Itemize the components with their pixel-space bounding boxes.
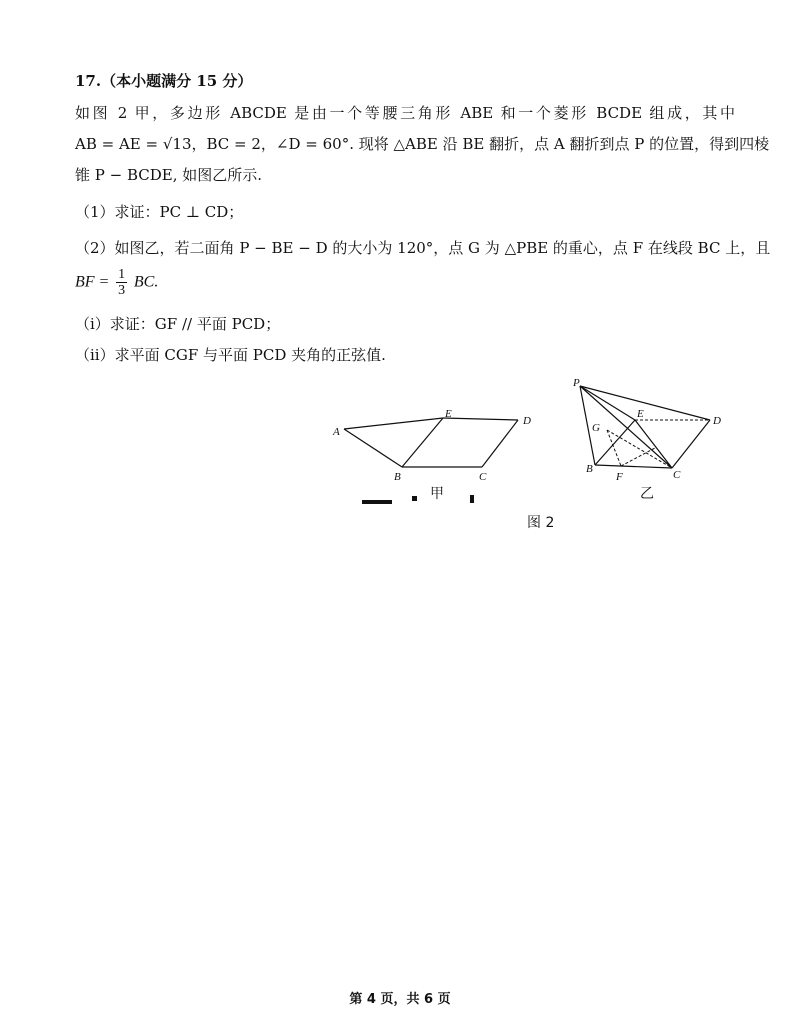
hidden-edge-GC xyxy=(607,430,672,468)
part-1: （1）求证：PC ⊥ CD； xyxy=(75,203,244,221)
label-B: B xyxy=(586,463,593,475)
figure-right-pyramid xyxy=(565,375,735,485)
problem-points: （本小题满分 15 分） xyxy=(101,72,253,90)
edge-ED xyxy=(443,418,518,420)
scan-mark xyxy=(412,496,417,501)
label-C: C xyxy=(479,471,487,483)
problem-line-3: 锥 P − BCDE, 如图乙所示. xyxy=(75,166,263,184)
edge-EC xyxy=(635,420,672,468)
label-B: B xyxy=(394,471,401,483)
problem-line-1: 如图 2 甲，多边形 ABCDE 是由一个等腰三角形 ABE 和一个菱形 BCDE 组成，其中 xyxy=(75,104,735,122)
label-A: A xyxy=(333,426,340,438)
edge-BC xyxy=(595,465,672,468)
label-C: C xyxy=(673,469,681,481)
caption-right: 乙 xyxy=(640,486,654,502)
scan-mark xyxy=(470,495,474,503)
edge-AE xyxy=(344,418,443,429)
label-P: P xyxy=(573,377,580,389)
part-2-formula xyxy=(75,267,158,298)
label-E: E xyxy=(445,408,452,420)
fraction-numerator: 1 xyxy=(118,267,126,282)
formula-lhs: BF = xyxy=(75,273,110,291)
edge-CD xyxy=(482,420,518,467)
problem-header xyxy=(75,70,252,92)
hidden-edge-FC xyxy=(621,448,655,466)
part-2: （2）如图乙，若二面角 P − BE − D 的大小为 120°，点 G 为 △PBE 的重心，点 F 在线段 BC 上，且 xyxy=(75,239,771,257)
edge-BE xyxy=(402,418,443,467)
label-G: G xyxy=(592,422,600,434)
edge-CD xyxy=(672,420,710,468)
problem-line-2: AB = AE = √13，BC = 2，∠D = 60°. 现将 △ABE 沿 BE 翻折，点 A 翻折到点 P 的位置，得到四棱 xyxy=(75,135,770,153)
sub-question-ii: （ii）求平面 CGF 与平面 PCD 夹角的正弦值. xyxy=(75,346,386,364)
sub-question-i: （i）求证：GF // 平面 PCD； xyxy=(75,315,281,333)
label-E: E xyxy=(637,408,644,420)
edge-AB xyxy=(344,429,402,467)
edge-PE xyxy=(580,386,635,420)
figure-left-polygon xyxy=(330,405,540,485)
label-D: D xyxy=(713,415,721,427)
caption-figure-2: 图 2 xyxy=(527,515,555,531)
formula-rhs: BC. xyxy=(133,273,159,291)
hidden-edge-GF xyxy=(607,430,621,466)
label-D: D xyxy=(523,415,531,427)
page-footer: 第 4 页，共 6 页 xyxy=(349,992,451,1007)
fraction-one-third xyxy=(116,267,127,298)
label-F: F xyxy=(616,471,623,483)
scan-mark xyxy=(362,500,392,504)
fraction-denominator: 3 xyxy=(118,283,126,298)
problem-number: 17. xyxy=(75,72,102,90)
caption-left: 甲 xyxy=(430,486,444,502)
